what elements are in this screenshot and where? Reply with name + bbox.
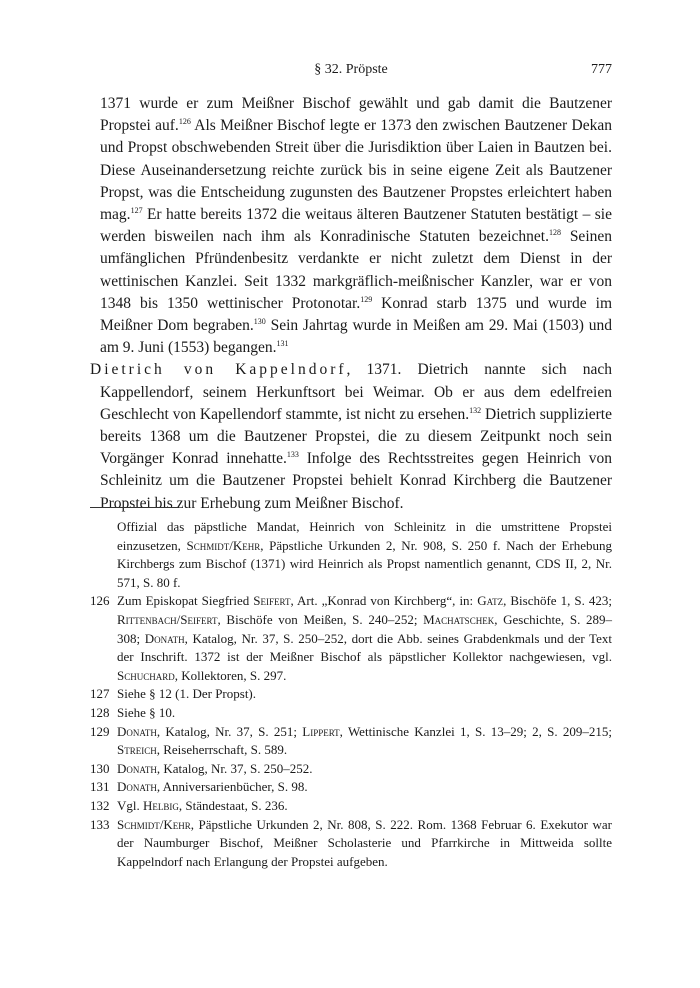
footnote-ref[interactable]: 130 [253,317,266,327]
footnote-ref[interactable]: 126 [178,117,191,127]
text-run: Er hatte bereits 1372 die weitaus älteren Bautzener Statuten bestätigt – sie werden bisweilen nach ihm als Konradinische Statuten bezeichnet. [100,206,612,246]
author-name: Helbig [143,797,179,813]
footnote-ref[interactable]: 133 [286,450,299,460]
running-title: § 32. Pröpste [314,62,388,77]
entry-name: Dietrich von Kappelndorf [90,361,347,379]
text-run: , Katalog, Nr. 37, S. 250–252. [156,760,313,776]
footnote-ref[interactable]: 127 [130,206,143,216]
footnote-divider [90,507,178,508]
author-name: Seifert [253,593,291,609]
author-name: Donath [117,779,157,795]
page-number: 777 [591,62,612,77]
main-text [90,93,612,515]
author-name: Donath [117,760,157,776]
author-name: Gatz [477,593,504,609]
footnote-number: 130 [90,760,110,776]
footnote-ref[interactable]: 131 [276,339,289,349]
text-run: Zum Episkopat Siegfried [117,593,254,609]
text-run: Als Meißner Bischof legte er 1373 den zwischen Bautzener Dekan und Propst obschwebenden Streit über die Jurisdiktion über Laien in Bautzen bei. Diese Auseinandersetzung reichte zurück bis in seine eigene Zeit als Bautzener Propst, was die Entscheidung zugunsten des Bautzener Propstes erleichtert haben mag. [100,117,612,224]
text-run: , Katalog, Nr. 37, S. 251; [156,723,303,739]
footnote-continued [90,518,612,592]
text-run: , Geschichte, S. 289–308; [117,611,613,646]
footnote-number: 132 [90,797,110,813]
text-run: , Bischöfe 1, S. 423; [503,593,612,609]
text-run: Vgl. [117,797,143,813]
paragraph-konrad-continued [90,93,612,359]
footnote-128 [90,704,612,723]
author-name: Donath [144,630,185,646]
paragraph-dietrich [90,359,612,514]
footnote-number: 133 [90,816,110,832]
text-run: , Päpstliche Urkunden 2, Nr. 908, S. 250 f. Nach der Erhebung Kirchbergs zum Bischof (1371) wird Heinrich als Propst namentlich genannt, CDS II, 2, Nr. 571, S. 80 f. [117,537,612,590]
text-run: Seinen umfänglichen Pfründenbesitz verdankte er nicht zuletzt dem Dienst in der wettinischen Kanzlei. Seit 1332 markgräflich-meißnischer Kanzler, war er von 1348 bis 1350 wettinischer Protonotar. [100,228,612,312]
author-name: Donath [117,723,157,739]
footnotes [90,518,612,871]
text-run: , Bischöfe von Meißen, S. 240–252; [217,611,424,627]
footnote-number: 131 [90,779,110,795]
footnote-number: 127 [90,686,110,702]
author-name: Rittenbach/Seifert [117,611,218,627]
text-run: Siehe § 12 (1. Der Propst). [117,686,257,702]
text-run: Konrad starb 1375 und wurde im Meißner Dom begraben. [100,294,613,335]
text-run: Siehe § 10. [117,704,176,720]
text-run: Offizial das päpstliche Mandat, Heinrich von Schleinitz in die umstrittene Propstei einzusetzen, [117,519,612,553]
footnote-number: 126 [90,593,110,609]
author-name: Machatschek [423,611,495,627]
text-run: , Reiseherrschaft, S. 589. [156,742,288,758]
text-run: , Ständestaat, S. 236. [178,797,288,813]
footnote-ref[interactable]: 129 [360,294,373,304]
author-name: Schmidt/Kehr [186,537,261,553]
author-name: Lippert [302,723,340,739]
text-run: Dietrich supplizierte bereits 1368 um die Bautzener Propstei, die zu diesem Zeitpunkt noch sein Vorgänger Konrad innehatte. [100,405,612,468]
text-run: Sein Jahrtag wurde in Meißen am 29. Mai (1503) und am 9. Juni (1553) begangen. [100,317,613,357]
author-name: Schmidt/Kehr [117,816,191,832]
footnote-131 [90,778,612,797]
text-run: , Anniversarienbücher, S. 98. [156,779,308,795]
footnote-133 [90,816,612,872]
text-run: , Päpstliche Urkunden 2, Nr. 808, S. 222. Rom. 1368 Februar 6. Exekutor war der Naumburger Bischof, Meißner Scholasterie und Pfarrkirche in Mittweida sollte Kappelndorf nach Erlangung der Propstei aufgeben. [117,816,612,869]
text-run: , Katalog, Nr. 37, S. 250–252, dort die Abb. seines Grabdenkmals und der Text der Inschrift. 1372 ist der Meißner Bischof als päpstlicher Kollektor nachgewiesen, vgl. [117,630,612,665]
footnote-129 [90,723,612,760]
running-header [90,62,612,82]
text-run: 1371 wurde er zum Meißner Bischof gewählt und gab damit die Bautzener Propstei auf. [100,95,612,135]
author-name: Streich [117,742,157,758]
text-run: Infolge des Rechtsstreites gegen Heinrich von Schleinitz um die Bautzener Propstei behielt Konrad Kirchberg die Bautzener Propstei bis zur Erhebung zum Meißner Bischof. [100,450,612,512]
footnote-126 [90,592,612,685]
footnote-ref[interactable]: 132 [469,405,482,415]
text-run: , 1371. Dietrich nannte sich nach Kappellendorf, seinem Herkunftsort bei Weimar. Ob er aus dem edelfreien Geschlecht von Kapellendorf stammte, ist nicht zu ersehen. [100,361,612,423]
footnote-ref[interactable]: 128 [548,228,561,238]
footnote-number: 129 [90,723,110,739]
text-run: , Kollektoren, S. 297. [174,667,287,683]
footnote-132 [90,797,612,816]
author-name: Schuchard [117,667,175,683]
text-run: , Wettinische Kanzlei 1, S. 13–29; 2, S. 209–215; [339,723,612,739]
text-run: , Art. „Konrad von Kirchberg“, in: [290,593,478,609]
footnote-number: 128 [90,704,110,720]
footnote-130 [90,760,612,779]
footnote-127 [90,685,612,704]
